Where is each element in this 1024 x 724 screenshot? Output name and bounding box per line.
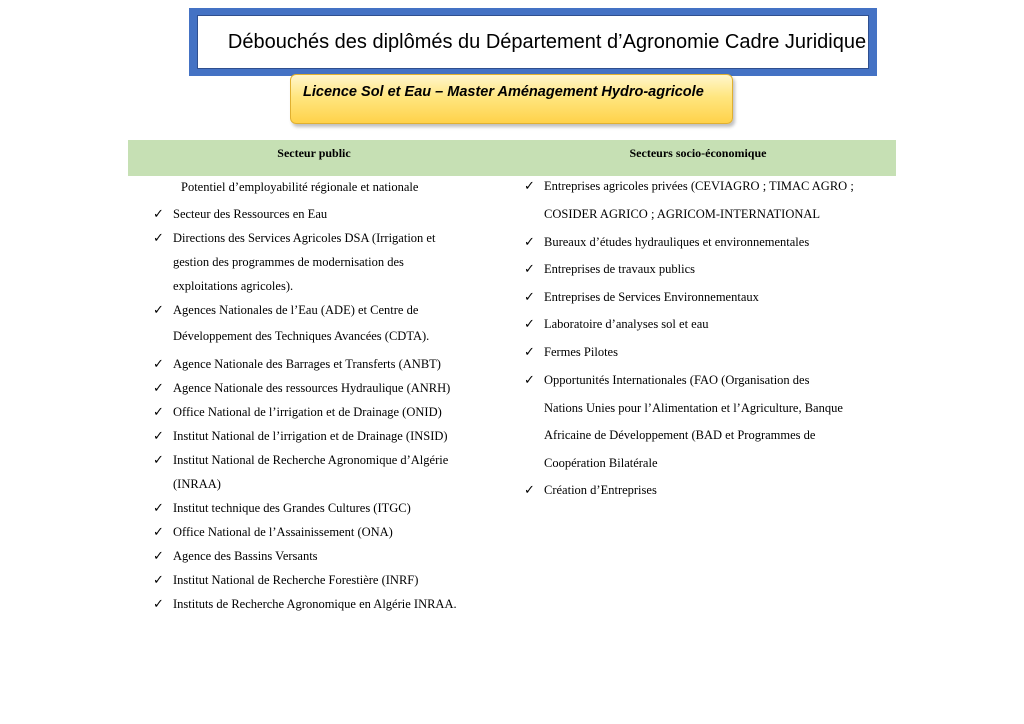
employability-note: Potentiel d’employabilité régionale et nationale <box>181 180 419 194</box>
check-icon: ✓ <box>153 501 164 516</box>
left-item-text: Agences Nationales de l’Eau (ADE) et Centre de <box>173 303 419 317</box>
left-item-text: Institut National de Recherche Agronomique d’Algérie <box>173 453 449 467</box>
check-icon: ✓ <box>524 373 535 388</box>
check-icon: ✓ <box>524 317 535 332</box>
left-item-text: Directions des Services Agricoles DSA (Irrigation et <box>173 231 436 245</box>
left-item-text: Agence Nationale des Barrages et Transferts (ANBT) <box>173 357 441 371</box>
check-icon: ✓ <box>524 235 535 250</box>
check-icon: ✓ <box>153 573 164 588</box>
right-item-text: Laboratoire d’analyses sol et eau <box>544 317 709 331</box>
check-icon: ✓ <box>524 179 535 194</box>
right-item-text: Création d’Entreprises <box>544 483 657 497</box>
right-item-text: Entreprises de Services Environnementaux <box>544 290 759 304</box>
subtitle: Licence Sol et Eau – Master Aménagement Hydro-agricole <box>303 84 704 100</box>
left-item-text: Institut National de Recherche Forestière (INRF) <box>173 573 419 587</box>
check-icon: ✓ <box>524 483 535 498</box>
left-item-text: Institut National de l’irrigation et de Drainage (INSID) <box>173 429 448 443</box>
left-item-text: Institut technique des Grandes Cultures (ITGC) <box>173 501 411 515</box>
check-icon: ✓ <box>153 231 164 246</box>
left-item-text: Office National de l’irrigation et de Drainage (ONID) <box>173 405 442 419</box>
check-icon: ✓ <box>153 453 164 468</box>
public-sector-list <box>153 0 503 724</box>
check-icon: ✓ <box>524 262 535 277</box>
right-item-text: COSIDER AGRICO ; AGRICOM-INTERNATIONAL <box>544 206 821 221</box>
left-item-text: Agence des Bassins Versants <box>173 549 318 563</box>
left-item-text: (INRAA) <box>173 477 221 491</box>
check-icon: ✓ <box>524 345 535 360</box>
check-icon: ✓ <box>153 525 164 540</box>
check-icon: ✓ <box>524 290 535 305</box>
right-item-text: Africaine de Développement (BAD et Programmes de <box>544 428 816 442</box>
column-header-socio-economic: Secteurs socio-économique <box>629 146 767 160</box>
right-item-text: Fermes Pilotes <box>544 345 618 359</box>
check-icon: ✓ <box>153 381 164 396</box>
right-item-text: Entreprises de travaux publics <box>544 262 695 276</box>
left-item-text: exploitations agricoles). <box>173 279 294 293</box>
check-icon: ✓ <box>153 549 164 564</box>
right-item-text: Opportunités Internationales (FAO (Organisation des <box>544 373 810 387</box>
socio-economic-list <box>524 0 894 724</box>
left-item-text: gestion des programmes de modernisation des <box>173 255 404 269</box>
page-title: Débouchés des diplômés du Département d’Agronomie Cadre Juridique <box>227 30 867 53</box>
left-item-text: Secteur des Ressources en Eau <box>173 207 328 221</box>
check-icon: ✓ <box>153 207 164 222</box>
check-icon: ✓ <box>153 429 164 444</box>
right-item-text: Bureaux d’études hydrauliques et environnementales <box>544 235 810 249</box>
check-icon: ✓ <box>153 405 164 420</box>
check-icon: ✓ <box>153 357 164 372</box>
left-item-text: Développement des Techniques Avancées (CDTA). <box>173 329 430 343</box>
right-item-text: Coopération Bilatérale <box>544 455 658 470</box>
left-item-text: Agence Nationale des ressources Hydraulique (ANRH) <box>173 381 451 395</box>
right-item-text: Nations Unies pour l’Alimentation et l’Agriculture, Banque <box>544 400 843 415</box>
check-icon: ✓ <box>153 597 164 612</box>
check-icon: ✓ <box>153 303 164 318</box>
left-item-text: Instituts de Recherche Agronomique en Algérie INRAA. <box>173 597 457 611</box>
right-item-text: Entreprises agricoles privées (CEVIAGRO ; TIMAC AGRO ; <box>544 179 854 193</box>
column-header-public: Secteur public <box>277 146 351 160</box>
left-item-text: Office National de l’Assainissement (ONA) <box>173 525 393 539</box>
